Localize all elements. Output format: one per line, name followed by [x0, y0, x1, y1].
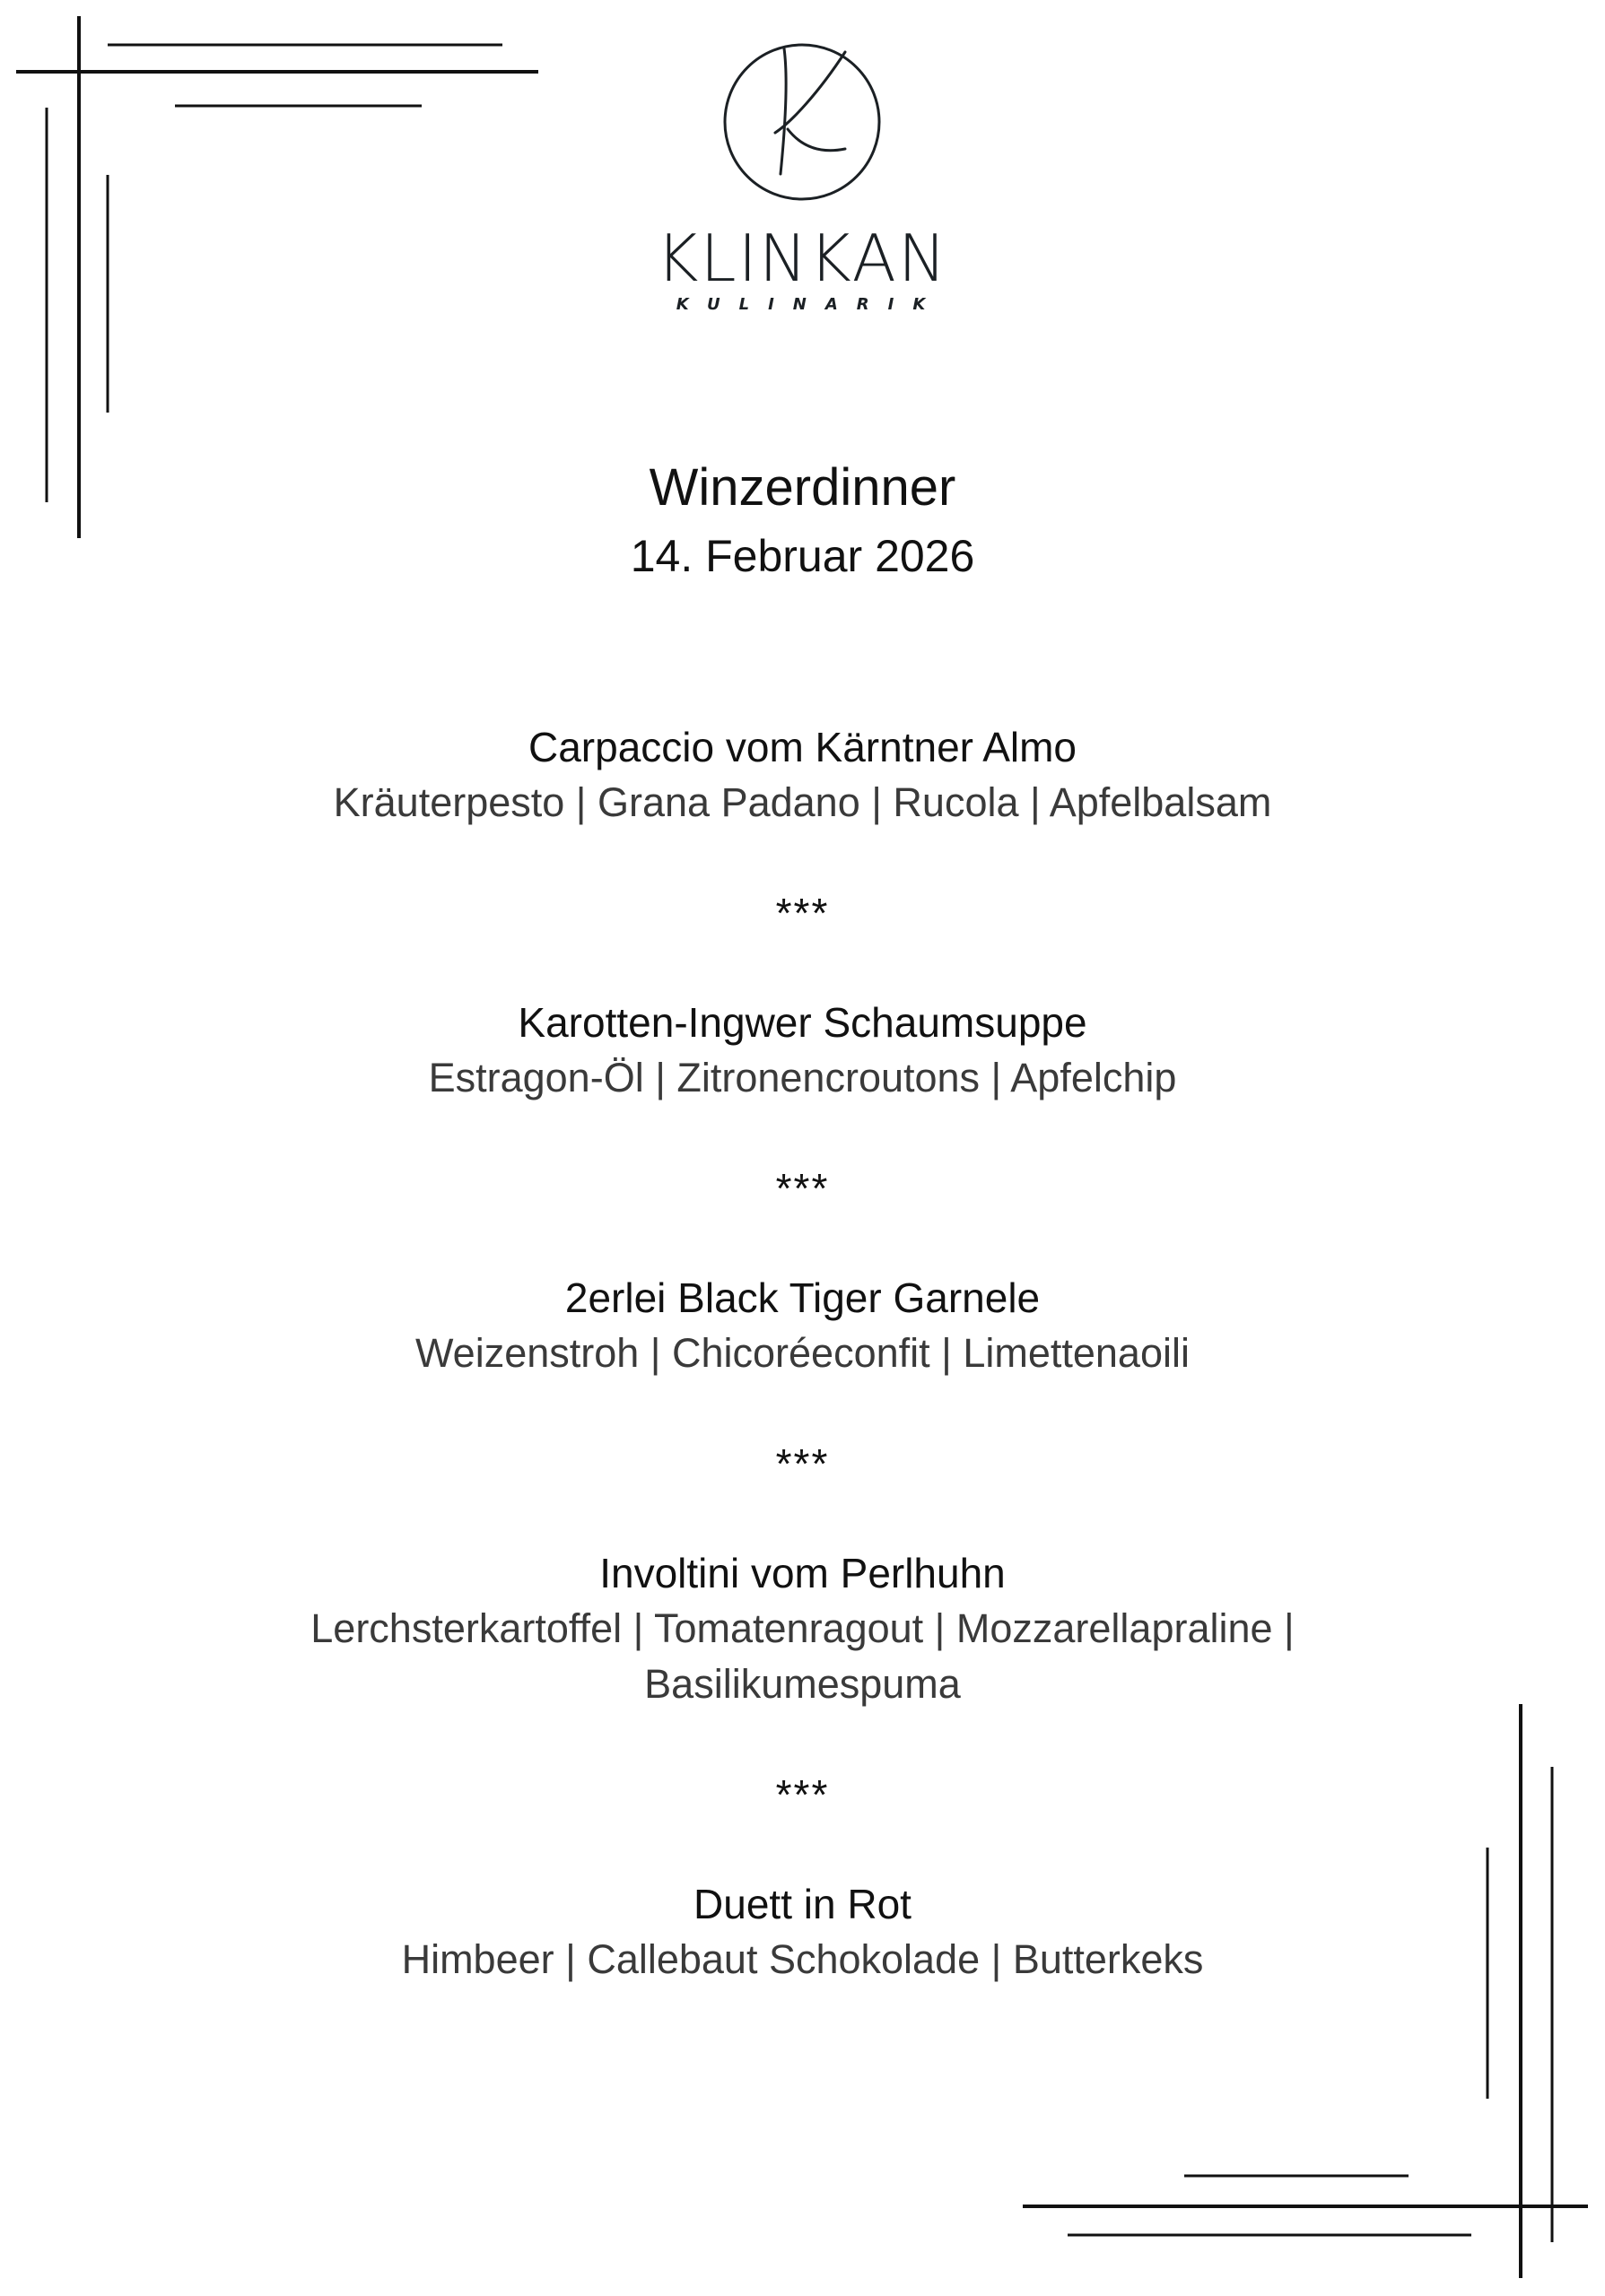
course-separator: ***	[775, 890, 830, 936]
course-description: Lerchsterkartoffel | Tomatenragout | Mozzarellapraline |	[310, 1605, 1295, 1651]
course-description: Estragon-Öl | Zitronencroutons | Apfelchip	[428, 1055, 1177, 1100]
course-separator: ***	[775, 1165, 830, 1212]
course-description: Kräuterpesto | Grana Padano | Rucola | Apfelbalsam	[333, 779, 1272, 825]
course-description: Weizenstroh | Chicoréeconfit | Limettenaoili	[415, 1330, 1190, 1376]
brand-logo	[641, 39, 964, 326]
course-name: Involtini vom Perlhuhn	[599, 1550, 1006, 1596]
course-item	[0, 1876, 1605, 1987]
course-item	[0, 995, 1605, 1106]
course-name: Karotten-Ingwer Schaumsuppe	[518, 999, 1087, 1046]
event-title: Winzerdinner	[649, 458, 956, 517]
course-separator: ***	[775, 1771, 830, 1818]
event-date: 14. Februar 2026	[630, 531, 975, 581]
course-name: 2erlei Black Tiger Garnele	[564, 1274, 1041, 1321]
course-name: Carpaccio vom Kärntner Almo	[528, 724, 1077, 770]
course-separator: ***	[775, 1440, 830, 1487]
course-description: Himbeer | Callebaut Schokolade | Butterkeks	[401, 1936, 1204, 1982]
brand-subtitle: KULINARIK	[676, 295, 945, 314]
course-name: Duett in Rot	[693, 1881, 912, 1927]
course-item	[0, 1545, 1605, 1712]
course-item	[0, 719, 1605, 831]
brand-monogram-emblem	[720, 39, 885, 204]
event-header	[0, 452, 1605, 588]
brand-name: KLINKAN	[656, 221, 948, 296]
course-description-continued: Basilikumespuma	[644, 1661, 961, 1707]
course-item	[0, 1270, 1605, 1381]
